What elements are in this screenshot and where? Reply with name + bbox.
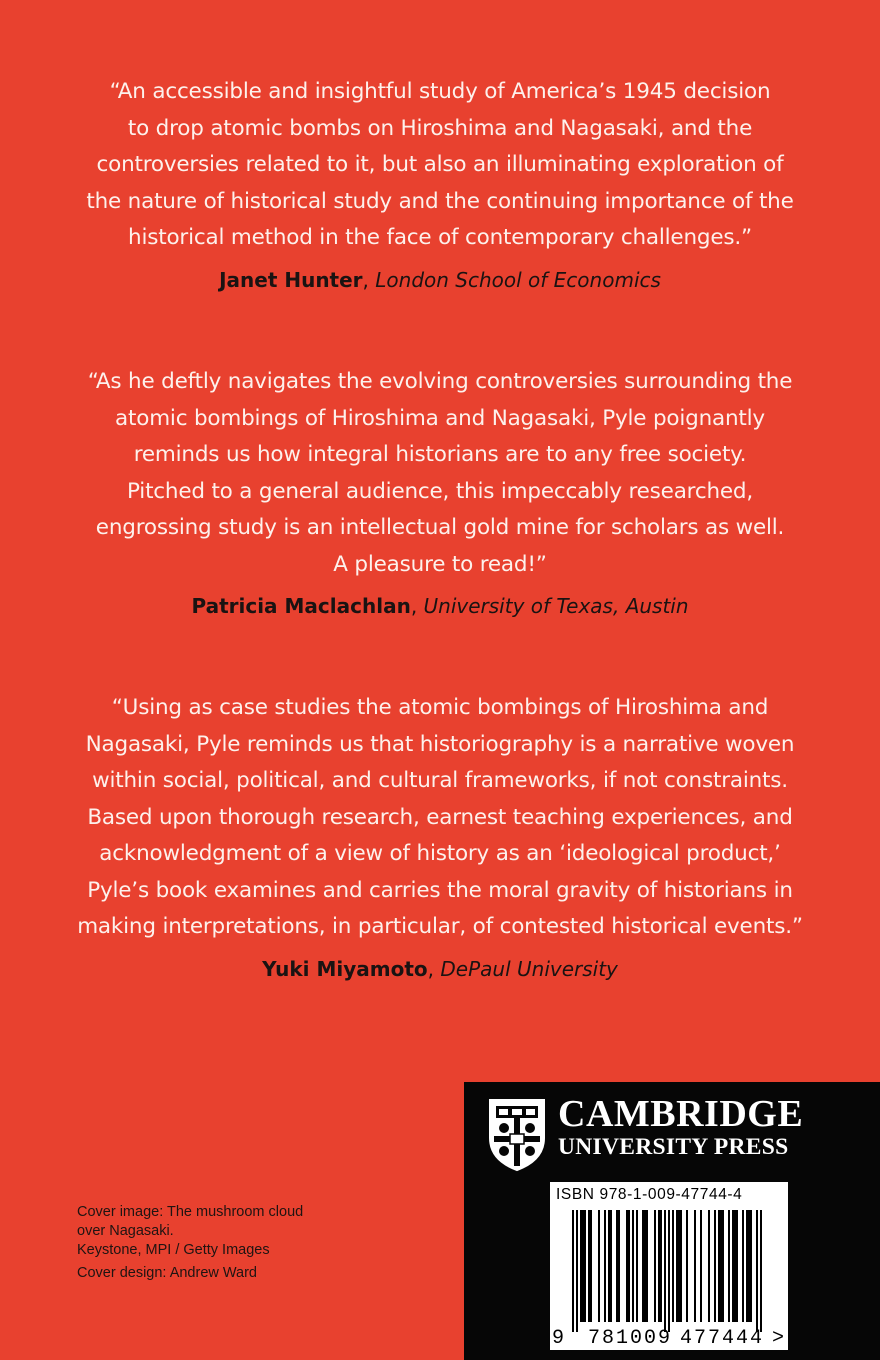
quote-block-maclachlan (40, 364, 840, 623)
barcode-bar (576, 1210, 578, 1332)
barcode-bar (580, 1210, 582, 1322)
barcode-bar (584, 1210, 586, 1322)
quote-line: atomic bombings of Hiroshima and Nagasaki, Pyle poignantly (115, 405, 765, 431)
publisher-line2: UNIVERSITY PRESS (558, 1134, 789, 1160)
barcode-bar (598, 1210, 600, 1322)
barcode-bar (616, 1210, 618, 1322)
barcode-digits-left: 781009 (588, 1327, 673, 1350)
barcode-bar (718, 1210, 720, 1322)
barcode-bar (732, 1210, 734, 1322)
attribution: Janet Hunter, London School of Economics (219, 267, 661, 292)
barcode-bar (722, 1210, 724, 1322)
barcode-bar (686, 1210, 688, 1322)
barcode-bar (654, 1210, 656, 1322)
quote-line: “Using as case studies the atomic bombings of Hiroshima and (111, 695, 769, 720)
barcode-digit-first: 9 (552, 1327, 565, 1350)
barcode-bar (720, 1210, 722, 1322)
barcode-bar (642, 1210, 644, 1322)
quote-line: within social, political, and cultural frameworks, if not constraints. (92, 768, 788, 793)
barcode-bar (626, 1210, 628, 1322)
barcode-bar (646, 1210, 648, 1322)
quote-line: Nagasaki, Pyle reminds us that historiography is a narrative woven (85, 731, 795, 757)
quote-line: engrossing study is an intellectual gold mine for scholars as well. (95, 515, 785, 540)
attribution: Yuki Miyamoto, DePaul University (262, 956, 618, 981)
publisher-box (464, 1082, 880, 1360)
barcode-bar (708, 1210, 710, 1322)
attribution: Patricia Maclachlan, University of Texas, Austin (191, 594, 689, 618)
reviewer-institution: University of Texas, Austin (423, 594, 689, 618)
quote-line: Pitched to a general audience, this impeccably researched, (127, 478, 753, 504)
cover-image-credit: over Nagasaki. (77, 1223, 174, 1239)
quote-line: A pleasure to read!” (333, 551, 547, 577)
barcode-bar (618, 1210, 620, 1322)
barcode-bar (676, 1210, 678, 1322)
cambridge-shield-icon (488, 1098, 546, 1172)
barcode-bar (604, 1210, 606, 1322)
barcode-bar (714, 1210, 716, 1322)
barcode-bar (680, 1210, 682, 1322)
publisher-name (558, 1094, 803, 1160)
barcode-bar (746, 1210, 748, 1322)
cover-design-credit: Cover design: Andrew Ward (77, 1265, 257, 1281)
isbn-barcode (550, 1182, 788, 1350)
barcode-bar (750, 1210, 752, 1322)
barcode-bar (668, 1210, 670, 1332)
quote-line: Based upon thorough research, earnest teaching experiences, and (87, 804, 793, 830)
quote-line: making interpretations, in particular, of contested historical events.” (77, 914, 803, 939)
quote-line: Pyle’s book examines and carries the moral gravity of historians in (87, 877, 793, 903)
barcode-bar (632, 1210, 634, 1322)
barcode-bar (628, 1210, 630, 1322)
quote-line: the nature of historical study and the continuing importance of the (86, 188, 794, 214)
barcode-bar (694, 1210, 696, 1322)
reviewer-name: Janet Hunter (219, 267, 363, 292)
quote-line: “An accessible and insightful study of America’s 1945 decision (109, 79, 771, 104)
barcode-bar (610, 1210, 612, 1322)
reviewer-name: Patricia Maclachlan (191, 594, 411, 618)
reviewer-name: Yuki Miyamoto (262, 956, 428, 981)
barcode-bar (582, 1210, 584, 1322)
barcode-bar (678, 1210, 680, 1322)
barcode-bar (608, 1210, 610, 1322)
barcode-bar (658, 1210, 660, 1322)
barcode-bar (756, 1210, 758, 1332)
quote-line: historical method in the face of contemporary challenges.” (128, 225, 752, 250)
reviewer-institution: DePaul University (440, 956, 618, 981)
cover-credits (77, 1203, 303, 1283)
publisher-line1: CAMBRIDGE (558, 1093, 804, 1135)
barcode-marker: > (772, 1327, 785, 1350)
quote-line: to drop atomic bombs on Hiroshima and Nagasaki, and the (127, 115, 753, 141)
barcode-bar (760, 1210, 762, 1332)
barcode-bar (748, 1210, 750, 1322)
barcode-bar (742, 1210, 744, 1322)
barcode-bar (588, 1210, 590, 1322)
barcode-bar (672, 1210, 674, 1322)
isbn-label: ISBN 978-1-009-47744-4 (556, 1186, 743, 1203)
quote-line: reminds us how integral historians are to any free society. (133, 442, 747, 467)
barcode-bar (644, 1210, 646, 1322)
barcode-bar (572, 1210, 574, 1332)
barcode-bar (734, 1210, 736, 1322)
quote-line: controversies related to it, but also an illuminating exploration of (96, 152, 784, 177)
quote-line: “As he deftly navigates the evolving controversies surrounding the (87, 369, 793, 394)
barcode-graphic (550, 1182, 788, 1350)
barcode-bar (590, 1210, 592, 1322)
barcode-bar (700, 1210, 702, 1322)
cover-image-credit: Keystone, MPI / Getty Images (77, 1242, 270, 1258)
barcode-bar (636, 1210, 638, 1322)
quote-block-hunter (40, 74, 840, 297)
quote-block-miyamoto (40, 690, 840, 986)
barcode-bar (660, 1210, 662, 1322)
reviewer-institution: London School of Economics (375, 267, 661, 292)
barcode-bar (736, 1210, 738, 1322)
quote-line: acknowledgment of a view of history as an ‘ideological product,’ (99, 841, 781, 866)
barcode-bar (728, 1210, 730, 1322)
barcode-digits-right: 477444 (680, 1327, 765, 1350)
cover-image-credit: Cover image: The mushroom cloud (77, 1204, 304, 1220)
barcode-bar (664, 1210, 666, 1332)
